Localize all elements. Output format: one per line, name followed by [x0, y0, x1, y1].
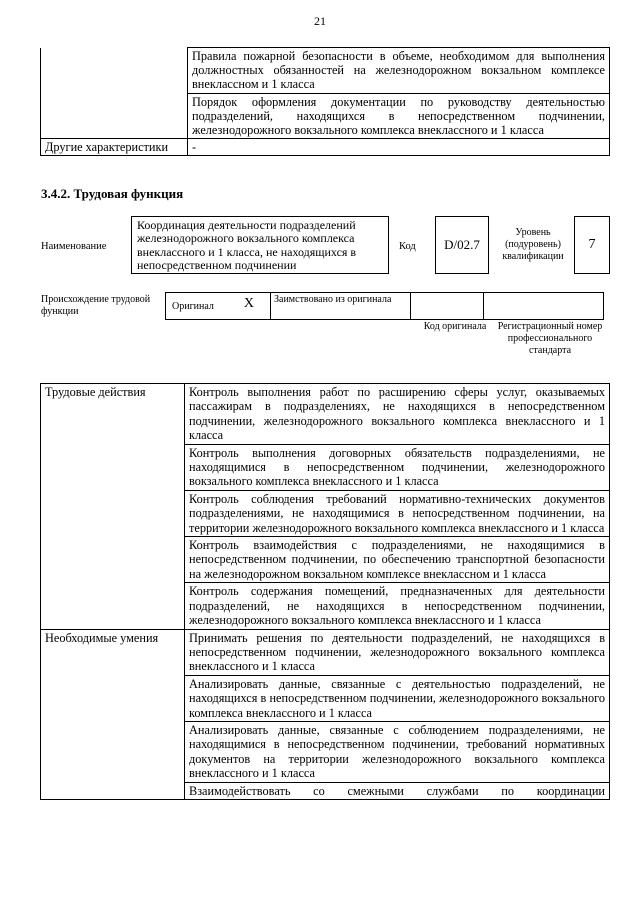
- origin-original-cell: [165, 292, 271, 320]
- table-row: [41, 139, 610, 156]
- table-row: [41, 48, 610, 94]
- reg-number-cell: [483, 292, 604, 320]
- code-label: Код: [399, 241, 416, 252]
- table-cell: Правила пожарной безопасности в объеме, необходимом для выполнения должностных обязанностей на железнодорожном вокзальном комплексе внеклассном и 1 класса: [188, 48, 610, 94]
- origin-borrowed-cell: Заимствовано из оригинала: [270, 292, 411, 320]
- page-number: 21: [314, 14, 326, 28]
- table-cell: Порядок оформления документации по руководству деятельностью подразделений, находящихся в непосредственном подчинении, железнодорожного вокзального комплекса внеклассного и 1 класса: [188, 93, 610, 139]
- table-cell: Контроль выполнения работ по расширению сферы услуг, оказываемых пассажирам в подразделениях, не находящихся в непосредственном подчинении, железнодорожного вокзального комплекса внеклассного и 1 класса: [185, 384, 610, 445]
- table-row: [41, 384, 610, 445]
- reg-number-caption: Регистрационный номер профессионального стандарта: [497, 321, 603, 356]
- table-cell: Анализировать данные, связанные с деятельностью подразделений, не находящихся в непосредственном подчинении, железнодорожного вокзального комплекса внеклассного и 1 класса: [185, 675, 610, 721]
- table-cell: Контроль содержания помещений, предназначенных для деятельности подразделений, не находящихся в непосредственном подчинении, железнодорожного вокзального комплекса внеклассного и 1 класса: [185, 583, 610, 629]
- level-label: Уровень (подуровень) квалификации: [502, 227, 564, 262]
- table-cell: Анализировать данные, связанные с соблюдением подразделениями, не находящимися в непосредственном подчинении, требований нормативных документов на территории железнодорожного вокзального комплекса внеклассного и 1 класса: [185, 721, 610, 782]
- table-cell: Контроль взаимодействия с подразделениями, не находящимися в непосредственном подчинении, по обеспечению транспортной безопасности на железнодорожном вокзальном комплексе внеклассном и 1 класса: [185, 537, 610, 583]
- row-label-cell: [41, 48, 188, 139]
- origin-original-label: Оригинал: [172, 301, 214, 312]
- group-label-cell: Трудовые действия: [41, 384, 185, 630]
- function-name-box: Координация деятельности подразделений железнодорожного вокзального комплекса внеклассного и 1 класса, не находящихся в непосредственном подчинении: [131, 216, 389, 274]
- table-cell: Принимать решения по деятельности подразделений, не находящихся в непосредственном подчинении, железнодорожного вокзального комплекса внеклассного и 1 класса: [185, 629, 610, 675]
- code-box: D/02.7: [435, 216, 489, 274]
- table-cell: Взаимодействовать со смежными службами по координации: [185, 782, 610, 799]
- name-label: Наименование: [41, 241, 107, 252]
- section-heading: 3.4.2. Трудовая функция: [41, 186, 184, 201]
- row-label-cell: Другие характеристики: [41, 139, 188, 156]
- code-original-cell: [410, 292, 484, 320]
- origin-mark: X: [243, 296, 254, 311]
- code-original-caption: Код оригинала: [423, 321, 487, 332]
- table-cell: -: [188, 139, 610, 156]
- origin-label: Происхождение трудовой функции: [41, 294, 151, 317]
- origin-row: [166, 292, 604, 320]
- table-cell: Контроль выполнения договорных обязательств подразделениями, не находящимися в непосредственном подчинении, железнодорожного вокзального комплекса внеклассного и 1 класса: [185, 444, 610, 490]
- table-cell: Контроль соблюдения требований нормативно-технических документов подразделениями, не находящимися в непосредственном подчинении, на территории железнодорожного вокзального комплекса внеклассного и 1 класса: [185, 490, 610, 536]
- group-label-cell: Необходимые умения: [41, 629, 185, 799]
- table-row: [41, 629, 610, 675]
- level-box: 7: [574, 216, 610, 274]
- main-table: [40, 383, 610, 800]
- continuation-table: [40, 47, 610, 156]
